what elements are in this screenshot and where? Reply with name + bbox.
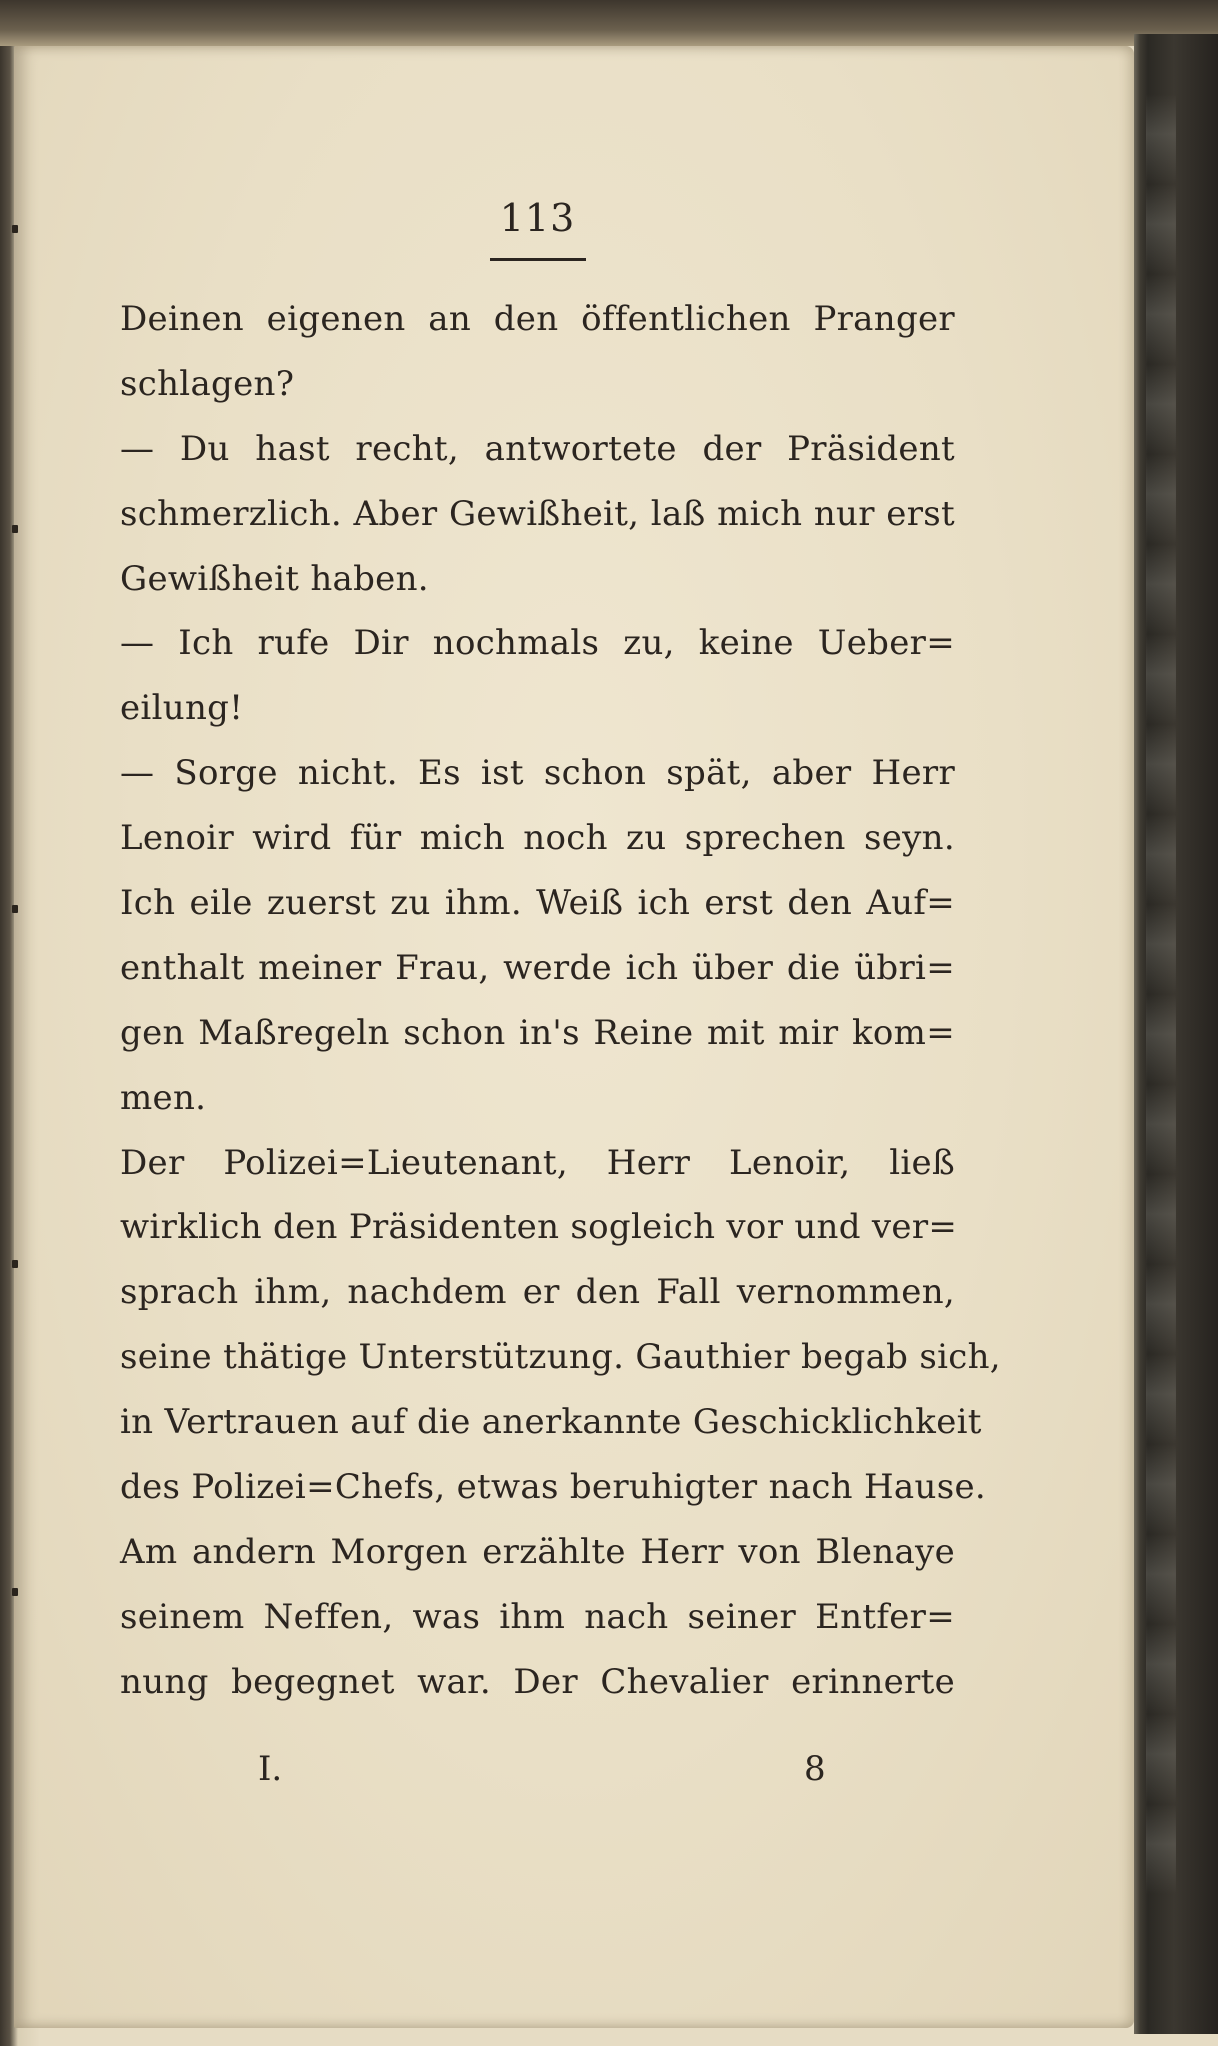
text-line: — Ich rufe Dir nochmals zu, keine Ueber=	[120, 623, 955, 664]
text-line: sprach ihm, nachdem er den Fall vernommen,	[120, 1272, 955, 1313]
folio-number: 8	[804, 1749, 826, 1789]
text-line: eilung!	[120, 688, 244, 729]
page-text-block	[120, 196, 1001, 1715]
page-number: 113	[499, 196, 576, 240]
book-cover-edge	[1134, 34, 1218, 2034]
margin-mark	[12, 525, 18, 533]
text-line: Gewißheit haben.	[120, 558, 429, 599]
text-line: — Sorge nicht. Es ist schon spät, aber Herr	[120, 753, 955, 794]
text-line: nung begegnet war. Der Chevalier erinnerte	[120, 1661, 955, 1702]
text-line: Deinen eigenen an den öffentlichen Pranger	[120, 299, 955, 339]
header-rule	[490, 258, 586, 261]
text-line: in Vertrauen auf die anerkannte Geschicklichkeit	[120, 1402, 982, 1443]
margin-mark	[12, 1588, 18, 1596]
text-line: seinem Neffen, was ihm nach seiner Entfer=	[120, 1596, 955, 1637]
text-line: enthalt meiner Frau, werde ich über die übri=	[120, 947, 955, 988]
text-line: Am andern Morgen erzählte Herr von Blenaye	[120, 1531, 955, 1572]
text-line: seine thätige Unterstützung. Gauthier begab sich,	[120, 1337, 1001, 1378]
text-line: — Du hast recht, antwortete der Präsident	[120, 428, 955, 469]
text-line: wirklich den Präsidenten sogleich vor und ver=	[120, 1207, 958, 1248]
text-line: schmerzlich. Aber Gewißheit, laß mich nur erst	[120, 493, 955, 534]
text-line: gen Maßregeln schon in's Reine mit mir kom=	[120, 1012, 955, 1053]
page-top-edge	[0, 0, 1218, 46]
margin-mark	[12, 905, 18, 913]
margin-mark	[12, 1260, 18, 1268]
text-line: des Polizei=Chefs, etwas beruhigter nach Hause.	[120, 1467, 986, 1508]
text-line: Ich eile zuerst zu ihm. Weiß ich erst den Auf=	[120, 883, 955, 924]
signature-mark: I.	[258, 1749, 283, 1789]
text-line: Lenoir wird für mich noch zu sprechen seyn.	[120, 818, 955, 859]
margin-mark	[12, 225, 18, 233]
text-line: schlagen?	[120, 363, 295, 404]
text-line: Der Polizei=Lieutenant, Herr Lenoir, ließ	[120, 1142, 955, 1183]
text-line: men.	[120, 1077, 207, 1118]
